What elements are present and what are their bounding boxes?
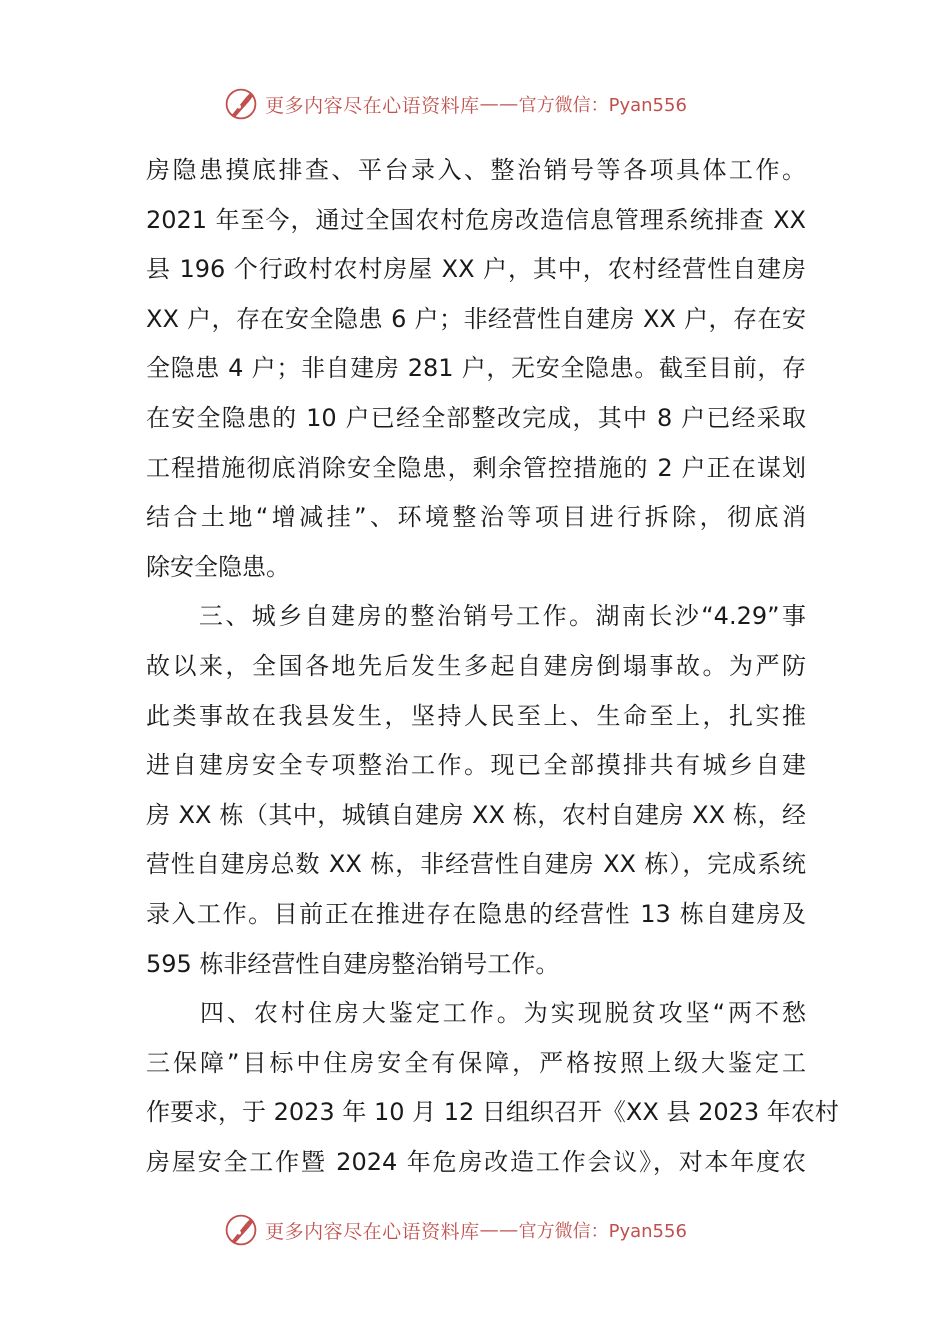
text-line: 房隐患摸底排查、平台录入、整治销号等各项具体工作。: [146, 156, 806, 184]
text-line: 县 196 个行政村农村房屋 XX 户，其中，农村经营性自建房: [146, 255, 806, 284]
watermark-dash: ——: [479, 93, 519, 115]
watermark-text: 更多内容尽在心语资料库: [265, 94, 480, 117]
text-line: 录入工作。目前正在推进存在隐患的经营性 13 栋自建房及: [146, 899, 806, 928]
text-line: 房屋安全工作暨 2024 年危房改造工作会议》，对本年度农: [146, 1147, 806, 1176]
text-line: 作要求，于 2023 年 10 月 12 日组织召开《XX 县 2023 年农村: [146, 1098, 839, 1127]
text-line: 结合土地“增减挂”、环境整治等项目进行拆除，彻底消: [146, 503, 806, 532]
text-line: 除安全隐患。: [146, 552, 290, 581]
header-watermark: [0, 84, 950, 124]
footer-watermark: [0, 1210, 950, 1250]
text-line: XX 户，存在安全隐患 6 户；非经营性自建房 XX 户，存在安: [146, 304, 806, 333]
text-line: 2021 年至今，通过全国农村危房改造信息管理系统排查 XX: [146, 205, 806, 234]
pen-nib-logo-icon: [223, 1212, 259, 1248]
text-line: 595 栋非经营性自建房整治销号工作。: [146, 949, 560, 978]
text-line: 全隐患 4 户；非自建房 281 户，无安全隐患。截至目前，存: [146, 354, 806, 383]
text-line: 四、农村住房大鉴定工作。为实现脱贫攻坚“两不愁: [146, 999, 806, 1028]
text-line: 三、城乡自建房的整治销号工作。湖南长沙“4.29”事: [146, 602, 806, 631]
text-line: 房 XX 栋（其中，城镇自建房 XX 栋，农村自建房 XX 栋，经: [146, 800, 806, 829]
document-body: [146, 146, 839, 1187]
text-line: 在安全隐患的 10 户已经全部整改完成，其中 8 户已经采取: [146, 403, 806, 432]
watermark-wechat: 官方微信：Pyan556: [518, 95, 687, 116]
text-line: 三保障”目标中住房安全有保障，严格按照上级大鉴定工: [146, 1048, 806, 1077]
watermark-text: 更多内容尽在心语资料库: [265, 1220, 480, 1243]
pen-nib-logo-icon: [223, 86, 259, 122]
text-line: 进自建房安全专项整治工作。现已全部摸排共有城乡自建: [146, 751, 806, 780]
text-line: 工程措施彻底消除安全隐患，剩余管控措施的 2 户正在谋划: [146, 453, 806, 482]
watermark-dash: ——: [479, 1219, 519, 1241]
watermark-wechat: 官方微信：Pyan556: [518, 1221, 687, 1242]
text-line: 此类事故在我县发生，坚持人民至上、生命至上，扎实推: [146, 701, 806, 730]
text-line: 营性自建房总数 XX 栋，非经营性自建房 XX 栋），完成系统: [146, 850, 806, 879]
text-line: 故以来，全国各地先后发生多起自建房倒塌事故。为严防: [146, 651, 806, 680]
